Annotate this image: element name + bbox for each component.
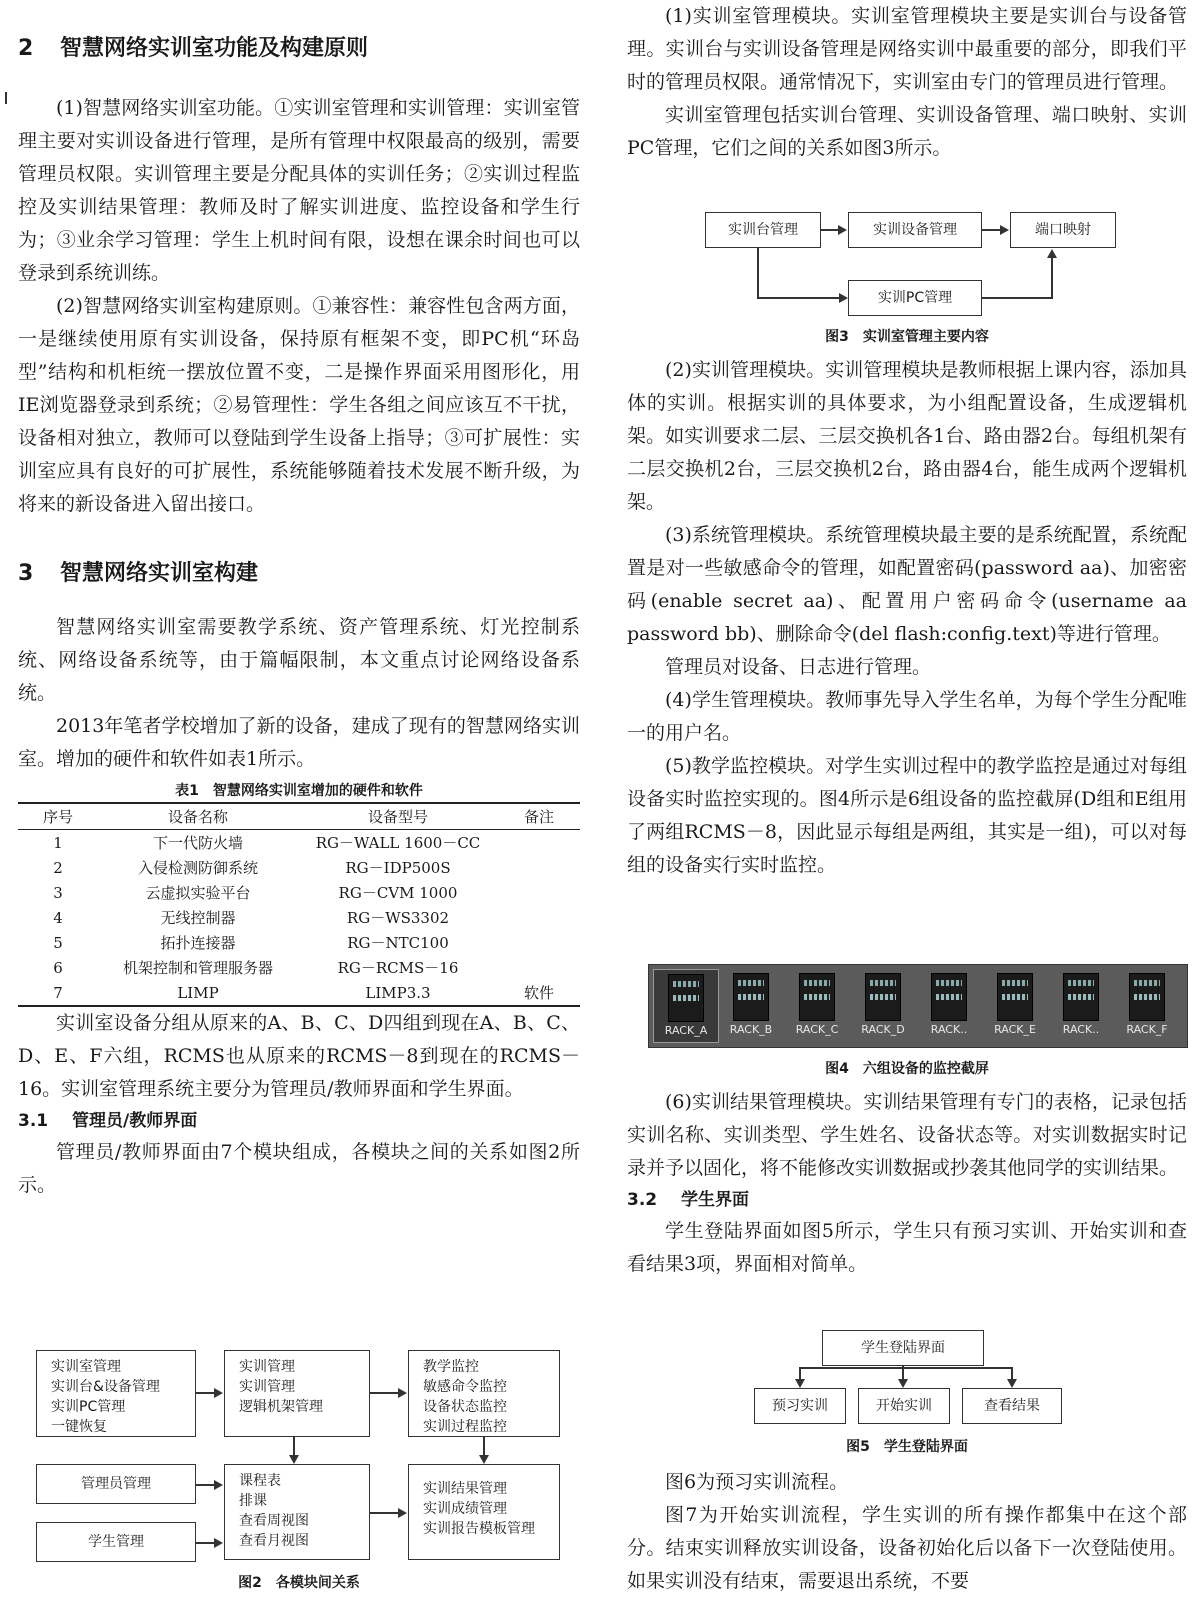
figure-5-caption: 图5 学生登陆界面 [846, 1439, 968, 1455]
paragraph: 管理员/教师界面由7个模块组成，各模块之间的关系如图2所示。 [18, 1141, 580, 1196]
rack-icon[interactable]: RACK_A [653, 969, 719, 1043]
cell: 云虚拟实验平台 [145, 884, 251, 902]
cell: RG－WS3302 [346, 909, 450, 927]
paragraph: (2)实训管理模块。实训管理模块是教师根据上课内容，添加具体的实训。根据实训的具体要求，为小组配置设备，生成逻辑机架。如实训要求二层、三层交换机各1台、路由器2台。每组机架有二层交换机2台，三层交换机2台，路由器4台，能生成两个逻辑机架。 [627, 359, 1187, 513]
fig5-box-result: 查看结果 [962, 1388, 1062, 1424]
col-header: 设备型号 [367, 808, 428, 826]
fig2-box-admin-management: 管理员管理 [36, 1464, 196, 1504]
fig2-box-result-management: 实训结果管理 实训成绩管理 实训报告模板管理 [408, 1464, 560, 1560]
paragraph: 学生登陆界面如图5所示，学生只有预习实训、开始实训和查看结果3项，界面相对简单。 [627, 1220, 1187, 1275]
cell [498, 930, 580, 955]
right-column-top [627, 0, 1187, 165]
table-row [18, 855, 580, 880]
cell: RG－NTC100 [347, 934, 449, 952]
section-3-2-heading: 3.2 学生界面 [627, 1190, 749, 1210]
cell: 7 [53, 983, 63, 1002]
fig5-box-start: 开始实训 [858, 1388, 950, 1424]
cell: RG－IDP500S [345, 859, 451, 877]
section-3-heading: 3 智慧网络实训室构建 [18, 561, 259, 586]
margin-mark [5, 92, 7, 104]
fig5-box-preview: 预习实训 [754, 1388, 846, 1424]
right-column-middle [627, 354, 1187, 882]
figure-3-caption: 图3 实训室管理主要内容 [825, 329, 989, 345]
cell: 机架控制和管理服务器 [122, 959, 273, 977]
cell: RG－RCMS－16 [337, 959, 459, 977]
cell: 入侵检测防御系统 [137, 859, 258, 877]
paragraph: (2)智慧网络实训室构建原则。①兼容性：兼容性包含两方面，一是继续使用原有实训设备，保持原有框架不变，即PC机“环岛型”结构和机柜统一摆放位置不变，二是操作界面采用图形化，用IE浏览器登录到系统；②易管理性：学生各组之间应该互不干扰，设备相对独立，教师可以登陆到学生设备上指导；③可扩展性：实训室应具有良好的可扩展性，系统能够随着技术发展不断升级，为将来的新设备进入留出接口。 [18, 295, 580, 515]
cell: 4 [53, 908, 63, 927]
rack-icon[interactable]: RACK.. [917, 969, 981, 1041]
fig3-box-pc: 实训PC管理 [848, 280, 982, 316]
cell: 6 [53, 958, 63, 977]
cell: RG－WALL 1600－CC [315, 834, 481, 852]
cell [498, 955, 580, 980]
figure-4-caption: 图4 六组设备的监控截屏 [825, 1061, 989, 1077]
paragraph: 智慧网络实训室需要教学系统、资产管理系统、灯光控制系统、网络设备系统等，由于篇幅限制，本文重点讨论网络设备系统。 [18, 616, 580, 704]
table-row [18, 955, 580, 980]
rack-icon[interactable]: RACK.. [1049, 969, 1113, 1041]
fig2-box-student-management: 学生管理 [36, 1522, 196, 1562]
cell [498, 905, 580, 930]
paragraph: 管理员对设备、日志进行管理。 [665, 656, 932, 678]
fig2-box-lab-management: 实训室管理 实训台&设备管理 实训PC管理 一键恢复 [36, 1350, 196, 1437]
paragraph: (3)系统管理模块。系统管理模块最主要的是系统配置，系统配置是对一些敏感命令的管理，如配置密码(password aa)、加密密码(enable secret aa)、配置用户密码命令(username aa password bb)、删除命令(del flash:config.text)等进行管理。 [627, 524, 1187, 645]
cell: 下一代防火墙 [152, 834, 243, 852]
cell: 无线控制器 [160, 909, 236, 927]
cell: 拓扑连接器 [160, 934, 236, 952]
col-header: 备注 [523, 808, 554, 826]
cell [498, 830, 580, 856]
section-2-heading: 2 智慧网络实训室功能及构建原则 [18, 36, 369, 61]
cell: LIMP [177, 983, 219, 1002]
paragraph: 图6为预习实训流程。 [665, 1471, 849, 1493]
paragraph: (1)智慧网络实训室功能。①实训室管理和实训管理：实训室管理主要对实训设备进行管理，是所有管理中权限最高的级别，需要管理员权限。实训管理主要是分配具体的实训任务；②实训过程监控及实训结果管理：教师及时了解实训进度、监控设备和学生行为；③业余学习管理：学生上机时间有限，设想在课余时间也可以登录到系统训练。 [18, 97, 580, 284]
right-column-lower [627, 1086, 1187, 1281]
paragraph: 图7为开始实训流程，学生实训的所有操作都集中在这个部分。结束实训释放实训设备，设备初始化后以备下一次登陆使用。如果实训没有结束，需要退出系统，不要 [627, 1504, 1187, 1592]
rack-icon[interactable]: RACK_B [719, 969, 783, 1041]
cell: 5 [53, 933, 63, 952]
paragraph: (6)实训结果管理模块。实训结果管理有专门的表格，记录包括实训名称、实训类型、学生姓名、设备状态等。对实训数据实时记录并予以固化，将不能修改实训数据或抄袭其他同学的实训结果。 [627, 1091, 1187, 1179]
cell: 软件 [523, 984, 554, 1002]
fig5-box-login: 学生登陆界面 [822, 1330, 984, 1366]
table-1-caption: 表1 智慧网络实训室增加的硬件和软件 [175, 783, 423, 799]
table-row [18, 880, 580, 905]
figure-4-monitor-screenshot [648, 964, 1188, 1048]
rack-icon[interactable]: RACK_F [1115, 969, 1179, 1041]
col-header: 设备名称 [167, 808, 228, 826]
table-row [18, 905, 580, 930]
cell: 1 [53, 833, 63, 852]
fig3-box-device: 实训设备管理 [848, 212, 982, 248]
paragraph: (4)学生管理模块。教师事先导入学生名单，为每个学生分配唯一的用户名。 [627, 689, 1187, 744]
cell: 3 [53, 883, 63, 902]
figure-2-caption: 图2 各模块间关系 [238, 1575, 360, 1591]
paragraph: 实训室管理包括实训台管理、实训设备管理、端口映射、实训PC管理，它们之间的关系如图3所示。 [627, 104, 1187, 159]
fig3-box-bench: 实训台管理 [705, 212, 821, 248]
table-row [18, 980, 580, 1006]
paragraph: (1)实训室管理模块。实训室管理模块主要是实训台与设备管理。实训台与实训设备管理是网络实训中最重要的部分，即我们平时的管理员权限。通常情况下，实训室由专门的管理员进行管理。 [627, 5, 1187, 93]
left-column [18, 0, 580, 1202]
fig2-box-training-management: 实训管理 实训管理 逻辑机架管理 [224, 1350, 370, 1437]
paragraph: (5)教学监控模块。对学生实训过程中的教学监控是通过对每组设备实时监控实现的。图4所示是6组设备的监控截屏(D组和E组用了两组RCMS－8，因此显示每组是两组，其实是一组)，可以对每组的设备实行实时监控。 [627, 755, 1187, 876]
paragraph: 2013年笔者学校增加了新的设备，建成了现有的智慧网络实训室。增加的硬件和软件如表1所示。 [18, 715, 580, 770]
cell [498, 855, 580, 880]
fig2-box-teaching-monitor: 教学监控 敏感命令监控 设备状态监控 实训过程监控 [408, 1350, 560, 1437]
fig2-box-schedule: 课程表 排课 查看周视图 查看月视图 [224, 1464, 370, 1560]
table-row [18, 930, 580, 955]
table-row [18, 830, 580, 856]
cell: LIMP3.3 [365, 983, 431, 1002]
paragraph: 实训室设备分组从原来的A、B、C、D四组到现在A、B、C、D、E、F六组，RCMS也从原来的RCMS－8到现在的RCMS－16。实训室管理系统主要分为管理员/教师界面和学生界面。 [18, 1012, 580, 1100]
cell: 2 [53, 858, 63, 877]
table-header-row [18, 803, 580, 830]
col-header: 序号 [42, 808, 73, 826]
cell: RG－CVM 1000 [338, 884, 458, 902]
rack-icon[interactable]: RACK_E [983, 969, 1047, 1041]
right-column-bottom [627, 1466, 1187, 1598]
rack-icon[interactable]: RACK_C [785, 969, 849, 1041]
table-1 [18, 802, 580, 1007]
section-3-1-heading: 3.1 管理员/教师界面 [18, 1111, 198, 1131]
rack-icon[interactable]: RACK_D [851, 969, 915, 1041]
fig3-box-port: 端口映射 [1010, 212, 1116, 248]
cell [498, 880, 580, 905]
